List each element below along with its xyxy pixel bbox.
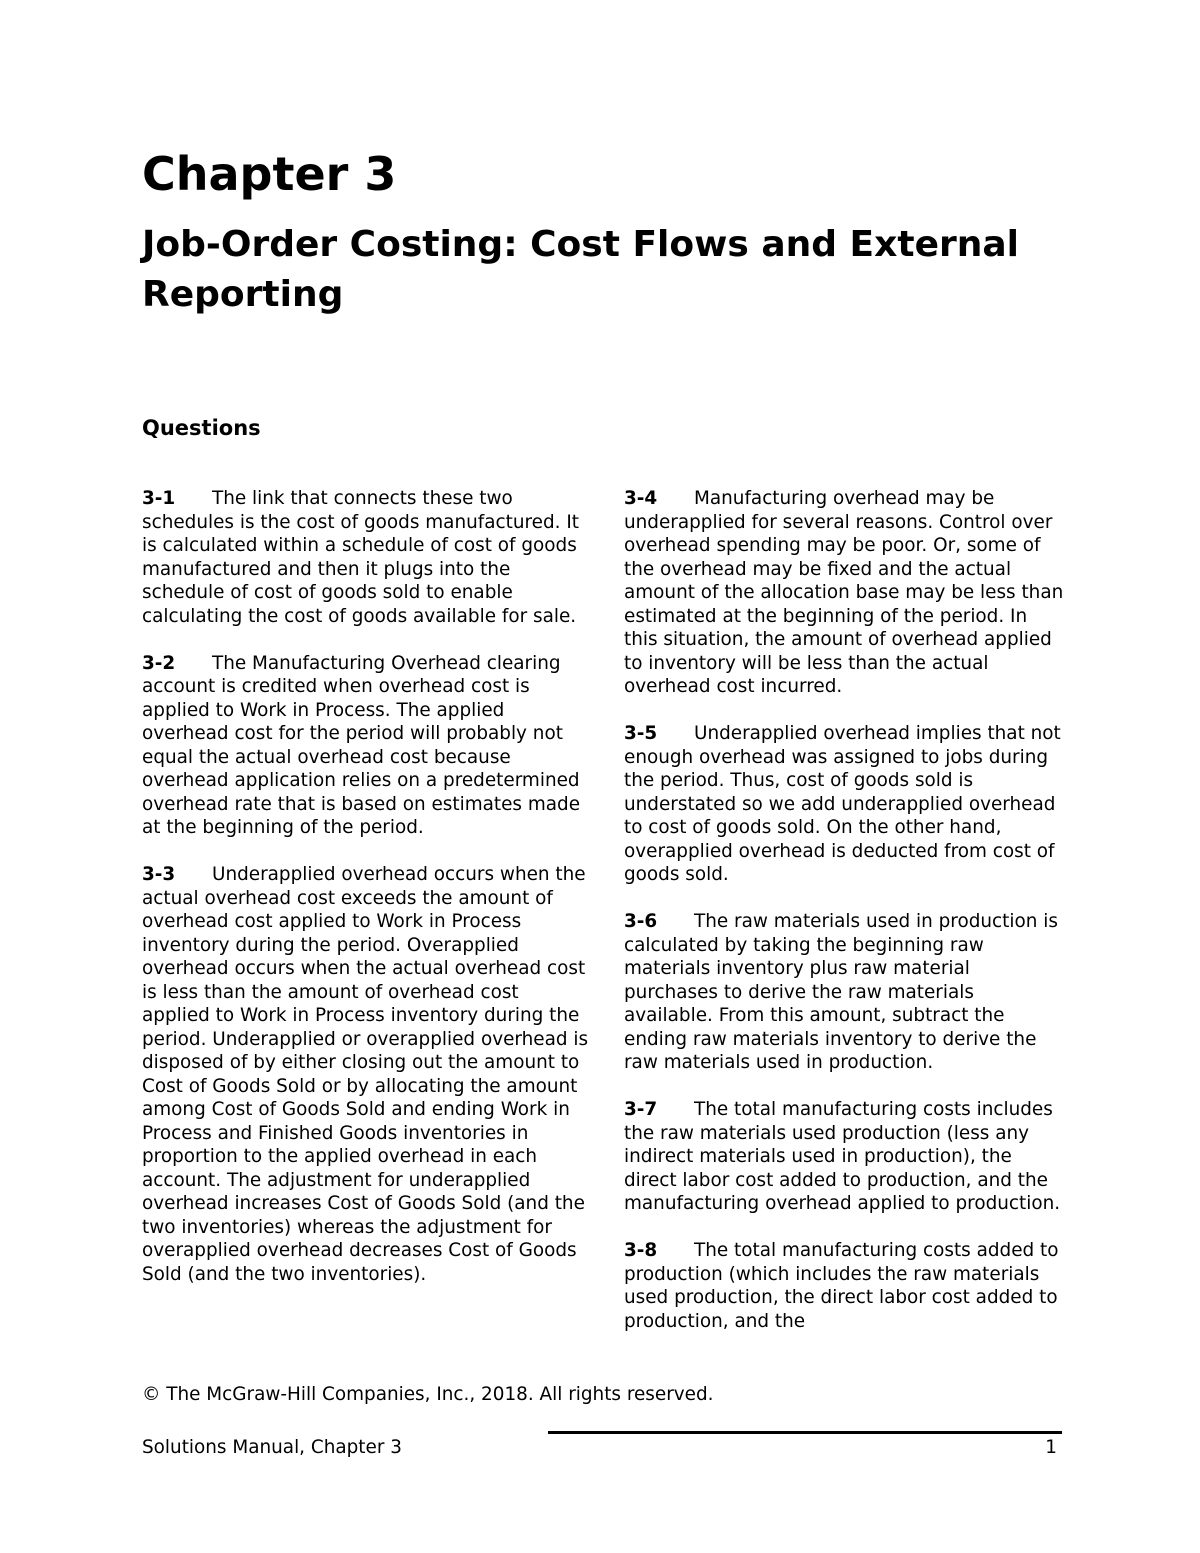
question-3-4	[624, 487, 1064, 699]
question-number: 3-4	[624, 488, 658, 509]
question-3-6	[624, 910, 1064, 1075]
question-3-3	[142, 863, 590, 1286]
question-number: 3-2	[142, 652, 176, 674]
question-answer-text: The total manufacturing costs added to production (which includes the raw materials used production, the direct labor cost added to production, and the	[624, 1240, 1059, 1332]
question-number: 3-8	[624, 1240, 658, 1261]
copyright-notice: © The McGraw-Hill Companies, Inc., 2018. All rights reserved.	[142, 1384, 714, 1405]
question-answer-text: The Manufacturing Overhead clearing account is credited when overhead cost is applied to Work in Process. The applied overhead cost for the period will probably not equal the actual overhead cost because overhead application relies on a predetermined overhead rate that is based on estimates made at the beginning of the period.	[142, 652, 581, 838]
question-number: 3-7	[624, 1099, 658, 1120]
question-answer-text: The link that connects these two schedules is the cost of goods manufactured. It is calculated within a schedule of cost of goods manufactured and then it plugs into the schedule of cost of goods sold to enable calculating the cost of goods available for sale.	[142, 488, 579, 627]
question-number: 3-1	[142, 488, 176, 509]
chapter-subtitle: Job-Order Costing: Cost Flows and External Reporting	[142, 224, 1020, 315]
footer-manual-label: Solutions Manual, Chapter 3	[142, 1437, 402, 1458]
question-number: 3-6	[624, 911, 658, 932]
question-3-2	[142, 652, 590, 840]
right-column	[624, 487, 1064, 1357]
question-answer-text: Underapplied overhead occurs when the actual overhead cost exceeds the amount of overhead cost applied to Work in Process inventory during the period. Overapplied overhead occurs when the actual overhead cost is less than the amount of overhead cost applied to Work in Process inventory during the period. Underapplied or overapplied overhead is disposed of by either closing out the amount to Cost of Goods Sold or by allocating the amount among Cost of Goods Sold and ending Work in Process and Finished Goods inventories in proportion to the applied overhead in each account. The adjustment for underapplied overhead increases Cost of Goods Sold (and the two inventories) whereas the adjustment for overapplied overhead decreases Cost of Goods Sold (and the two inventories).	[142, 864, 589, 1285]
question-answer-text: The raw materials used in production is calculated by taking the beginning raw materials inventory plus raw material purchases to derive the raw materials available. From this amount, subtract the ending raw materials inventory to derive the raw materials used in production.	[624, 911, 1058, 1073]
question-3-5	[624, 722, 1064, 887]
footer-divider	[548, 1431, 1062, 1434]
question-number: 3-3	[142, 864, 176, 885]
question-answer-text: The total manufacturing costs includes the raw materials used production (less any indirect materials used in production), the direct labor cost added to production, and the manufacturing overhead applied to production.	[624, 1099, 1061, 1214]
section-heading: Questions	[142, 416, 261, 440]
left-column	[142, 487, 590, 1310]
question-3-8	[624, 1239, 1064, 1333]
page-number: 1	[1045, 1437, 1057, 1458]
question-number: 3-5	[624, 723, 658, 744]
question-answer-text: Manufacturing overhead may be underapplied for several reasons. Control over overhead spending may be poor. Or, some of the overhead may be fixed and the actual amount of the allocation base may be less than estimated at the beginning of the period. In this situation, the amount of overhead applied to inventory will be less than the actual overhead cost incurred.	[624, 488, 1064, 697]
question-3-7	[624, 1098, 1064, 1216]
question-answer-text: Underapplied overhead implies that not enough overhead was assigned to jobs during the period. Thus, cost of goods sold is understated so we add underapplied overhead to cost of goods sold. On the other hand, overapplied overhead is deducted from cost of goods sold.	[624, 723, 1061, 885]
question-3-1	[142, 487, 590, 628]
chapter-title: Chapter 3	[142, 147, 397, 201]
